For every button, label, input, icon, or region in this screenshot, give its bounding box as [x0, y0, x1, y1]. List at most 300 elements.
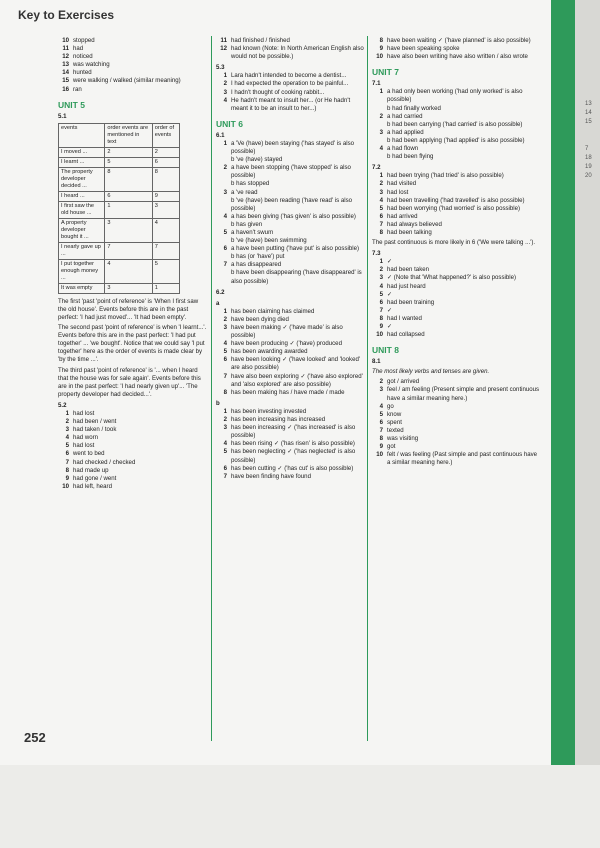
list-item: [216, 97, 366, 113]
item-number: 8: [223, 388, 227, 396]
list-item: [58, 37, 208, 45]
list-item: [216, 189, 366, 197]
item-number: 6: [223, 464, 227, 472]
list-item: [216, 89, 366, 97]
item-number: 6: [223, 245, 227, 253]
list-item: [58, 450, 208, 458]
item-number: 7: [379, 220, 383, 228]
bottom-margin: [0, 765, 600, 848]
item-number: 9: [379, 45, 383, 53]
item-text: have also been writing have also written / also wrote: [387, 53, 528, 61]
item-number: 2: [223, 416, 227, 424]
margin-number: 13: [585, 101, 592, 107]
item-text: had lost: [387, 188, 409, 196]
item-number: 8: [379, 37, 383, 44]
explanation-paragraph: The first 'past 'point of reference' is 'When I first saw the old house'. Events before this are in the past perfect: 'I had just moved'... 'It had been empty'.: [58, 297, 199, 321]
green-margin-bar: [551, 0, 575, 765]
list-item: [372, 323, 542, 331]
list-item: [216, 197, 366, 213]
item-number: 4: [223, 340, 227, 348]
item-text: had just heard: [387, 282, 426, 290]
item-text: b had finally worked: [387, 104, 441, 112]
col2-list-5-3: [216, 72, 366, 112]
list-item: [216, 72, 366, 80]
item-text: had been travelling ('had travelled' is also possible): [387, 196, 525, 204]
item-number: 9: [379, 323, 383, 330]
list-item: [372, 299, 542, 307]
item-number: 4: [379, 402, 383, 410]
item-number: 4: [223, 96, 227, 104]
item-number: 3: [223, 88, 227, 96]
item-text: stopped: [73, 37, 95, 44]
item-number: [216, 197, 231, 213]
item-text: has been claiming has claimed: [231, 307, 315, 315]
page-number: 252: [24, 730, 46, 745]
item-number: 7: [223, 472, 227, 480]
list-item: [216, 37, 366, 45]
list-item: [372, 427, 542, 435]
item-number: 6: [223, 356, 227, 364]
col3-list-7-1: [372, 88, 542, 161]
item-text: had known (Note: In North American English also would not be possible.): [231, 45, 364, 61]
col2-list-6-1: [216, 140, 366, 286]
margin-number: [585, 127, 592, 136]
item-number: 2: [223, 80, 227, 88]
item-text: had always believed: [387, 220, 442, 228]
item-text: have been dying died: [231, 315, 289, 323]
list-item: [58, 442, 208, 450]
item-text: had visited: [387, 180, 417, 188]
item-text: had been taken: [387, 266, 430, 274]
item-text: b has given: [231, 220, 263, 228]
item-text: a had flown: [387, 145, 419, 153]
unit-8-heading: UNIT 8: [372, 345, 399, 356]
list-item: [58, 69, 208, 77]
list-item: [372, 331, 542, 339]
item-text: a have been putting ('have put' is also possible): [231, 245, 360, 253]
item-text: had worn: [73, 434, 99, 442]
table-cell: 1: [152, 283, 179, 293]
note-8-1: The most likely verbs and tenses are given.: [372, 368, 490, 376]
list-item: [216, 473, 366, 481]
table-row: [59, 259, 180, 283]
table-header-cell: events: [59, 123, 105, 147]
item-number: [372, 153, 387, 161]
table-cell: 2: [152, 147, 179, 157]
item-text: b 've (have) stayed: [231, 156, 283, 164]
item-text: a has been giving ('has given' is also possible): [231, 212, 356, 220]
item-text: has been investing invested: [231, 407, 307, 415]
list-item: [372, 411, 542, 419]
list-item: [216, 408, 366, 416]
item-text: has been awarding awarded: [231, 348, 308, 356]
table-cell: 8: [105, 167, 152, 191]
item-number: 5: [65, 442, 69, 450]
item-text: had gone / went: [73, 474, 117, 482]
item-number: 7: [223, 261, 227, 269]
list-item: [372, 145, 542, 153]
list-item: [372, 121, 542, 129]
item-text: ran: [73, 85, 82, 93]
item-text: a haven't swum: [231, 228, 274, 236]
margin-number: 7: [585, 146, 589, 152]
list-item: [58, 475, 208, 483]
list-item: [372, 45, 542, 53]
item-text: know: [387, 410, 402, 418]
item-number: [372, 105, 387, 113]
list-item: [216, 45, 366, 61]
table-header-cell: order of events: [152, 123, 179, 147]
item-number: 3: [379, 274, 383, 282]
item-number: 10: [376, 331, 383, 339]
item-number: 1: [65, 409, 69, 417]
item-number: 2: [379, 378, 383, 386]
list-item: [372, 386, 542, 402]
col1-top-list: [58, 37, 208, 94]
item-text: was watching: [73, 61, 110, 69]
table-cell: 8: [152, 167, 179, 191]
item-number: 5: [379, 410, 383, 418]
list-item: [372, 88, 542, 104]
table-cell: 5: [152, 259, 179, 283]
list-item: [58, 459, 208, 467]
item-text: have been producing ✓ ('have) produced: [231, 340, 342, 348]
item-text: b 've (have) been reading ('have read' is also possible): [231, 196, 353, 212]
col3-list-7-3: [372, 258, 542, 339]
item-number: 5: [379, 204, 383, 212]
list-item: [372, 221, 542, 229]
item-text: a had only been working ('had only worked' is also possible): [387, 88, 523, 104]
item-number: 1: [379, 172, 383, 180]
table-cell: I put together enough money ...: [59, 259, 105, 283]
item-number: 3: [379, 386, 383, 394]
item-text: has been rising ✓ ('has risen' is also possible): [231, 440, 355, 448]
table-row: [59, 201, 180, 218]
list-item: [58, 53, 208, 61]
item-text: b 've (have) been swimming: [231, 237, 307, 245]
list-item: [216, 253, 366, 261]
item-number: 4: [379, 282, 383, 290]
item-number: 2: [379, 112, 383, 120]
unit-6-heading: UNIT 6: [216, 118, 243, 129]
list-item: [58, 61, 208, 69]
table-cell: 3: [105, 218, 152, 242]
item-number: 2: [379, 180, 383, 188]
item-number: 7: [65, 458, 69, 466]
col2-list-6-2b: [216, 408, 366, 481]
item-text: Lara hadn't intended to become a dentist...: [231, 72, 347, 80]
item-number: 8: [379, 435, 383, 443]
page-header: Key to Exercises: [18, 8, 115, 22]
section-5-1: 5.1: [58, 112, 67, 120]
item-number: 3: [379, 188, 383, 196]
list-item: [372, 419, 542, 427]
item-number: 5: [379, 290, 383, 298]
item-text: go: [387, 402, 394, 410]
events-table: [58, 123, 180, 294]
item-number: 4: [223, 212, 227, 220]
item-text: b has stopped: [231, 180, 270, 188]
margin-number: 15: [585, 119, 592, 125]
item-text: had been worrying ('had worried' is also possible): [387, 204, 521, 212]
list-item: [372, 113, 542, 121]
list-item: [216, 308, 366, 316]
section-5-2: 5.2: [58, 401, 67, 409]
list-item: [372, 180, 542, 188]
table-cell: I first saw the old house ...: [59, 201, 105, 218]
list-item: [58, 434, 208, 442]
item-number: 5: [223, 448, 227, 456]
item-number: 12: [220, 45, 227, 53]
item-text: a 'Ve (have) been staying ('has stayed' is also possible): [231, 139, 355, 156]
item-number: 9: [65, 474, 69, 482]
table-header-row: [59, 123, 180, 147]
table-cell: The property developer decided ...: [59, 167, 105, 191]
column-divider-2: [367, 36, 368, 741]
section-6-2: 6.2: [216, 288, 225, 296]
item-text: have been speaking spoke: [387, 45, 460, 53]
item-number: [216, 269, 231, 285]
item-text: noticed: [73, 53, 93, 61]
item-text: felt / was feeling (Past simple and past continuous have a similar meaning here.): [387, 451, 538, 467]
table-cell: 3: [105, 283, 152, 293]
list-item: [372, 258, 542, 266]
list-item: [372, 283, 542, 291]
item-text: b had been flying: [387, 153, 434, 161]
list-item: [372, 266, 542, 274]
item-number: 8: [379, 314, 383, 322]
table-row: [59, 191, 180, 201]
item-text: texted: [387, 426, 404, 434]
item-text: had arrived: [387, 212, 418, 220]
col2-top-list: [216, 37, 366, 61]
item-number: 2: [223, 164, 227, 172]
list-item: [58, 418, 208, 426]
item-text: has been making has / have made / made: [231, 388, 345, 396]
item-number: 6: [65, 450, 69, 458]
item-number: 6: [379, 418, 383, 426]
list-item: [58, 426, 208, 434]
item-number: 3: [65, 426, 69, 434]
list-item: [216, 156, 366, 164]
item-text: has been increasing has increased: [231, 416, 326, 424]
item-number: 6: [379, 212, 383, 220]
item-number: [372, 137, 387, 145]
list-item: [372, 153, 542, 161]
item-text: b had been carrying ('had carried' is also possible): [387, 120, 523, 128]
item-text: hunted: [73, 69, 92, 77]
item-text: a had applied: [387, 128, 424, 136]
item-text: had: [73, 45, 84, 53]
item-text: got: [387, 443, 396, 451]
list-item: [372, 229, 542, 237]
item-number: 12: [62, 53, 69, 61]
item-text: had made up: [73, 466, 109, 474]
item-text: have been looking ✓ ('have looked' and 'looked' are also possible): [231, 356, 361, 372]
item-number: 7: [223, 372, 227, 380]
item-number: 4: [379, 196, 383, 204]
item-text: have also been exploring ✓ ('have also explored' and 'also explored' are also possible): [231, 372, 363, 388]
list-item: [372, 435, 542, 443]
item-number: 9: [379, 443, 383, 451]
item-text: ✓ (Note that 'What happened?' is also possible): [387, 274, 517, 282]
item-text: had been / went: [73, 418, 117, 426]
item-text: feel / am feeling (Present simple and present continuous have a similar meaning here.): [387, 386, 540, 402]
list-item: [216, 389, 366, 397]
table-row: [59, 167, 180, 191]
table-row: [59, 242, 180, 259]
list-item: [216, 140, 366, 156]
list-item: [216, 221, 366, 229]
item-text: have been finding have found: [231, 472, 311, 480]
table-cell: 9: [152, 191, 179, 201]
list-item: [372, 129, 542, 137]
table-cell: 3: [152, 201, 179, 218]
list-item: [216, 245, 366, 253]
item-number: 1: [379, 88, 383, 96]
item-number: 3: [223, 324, 227, 331]
table-row: [59, 283, 180, 293]
list-item: [372, 443, 542, 451]
section-8-1: 8.1: [372, 358, 381, 366]
list-item: [372, 189, 542, 197]
item-number: 3: [379, 128, 383, 136]
section-7-2: 7.2: [372, 164, 381, 172]
list-item: [216, 440, 366, 448]
list-item: [372, 291, 542, 299]
item-number: 15: [62, 77, 69, 85]
item-number: 1: [379, 258, 383, 266]
item-text: had finished / finished: [231, 37, 290, 44]
item-text: has been neglecting ✓ ('has neglected' is also possible): [231, 448, 356, 464]
list-item: [216, 348, 366, 356]
item-number: 1: [223, 72, 227, 80]
item-number: 2: [379, 266, 383, 274]
item-text: ✓: [387, 290, 393, 298]
list-item: [372, 213, 542, 221]
table-cell: 4: [152, 218, 179, 242]
table-cell: I nearly gave up ...: [59, 242, 105, 259]
item-number: 13: [62, 61, 69, 69]
item-number: 5: [223, 348, 227, 356]
list-item: [372, 37, 542, 45]
col3-list-7-2: [372, 172, 542, 237]
list-item: [58, 467, 208, 475]
part-b-label: b: [216, 399, 220, 407]
item-text: got / arrived: [387, 378, 420, 386]
item-text: had been talking: [387, 228, 432, 236]
table-cell: 7: [152, 242, 179, 259]
section-5-3: 5.3: [216, 64, 225, 72]
item-text: went to bed: [73, 450, 105, 458]
margin-number: 14: [585, 110, 592, 116]
table-cell: 6: [105, 191, 152, 201]
item-text: were walking / walked (similar meaning): [73, 77, 181, 85]
part-a-label: a: [216, 299, 220, 307]
item-number: 4: [65, 434, 69, 442]
item-text: have been waiting ✓ ('have planned' is also possible): [387, 37, 531, 44]
list-item: [216, 465, 366, 473]
list-item: [216, 269, 366, 285]
right-margin-numbers: [585, 100, 592, 181]
item-number: 10: [62, 37, 69, 44]
unit-5-heading: UNIT 5: [58, 99, 85, 110]
list-item: [372, 274, 542, 282]
item-number: 16: [62, 85, 69, 93]
margin-number: 19: [585, 164, 592, 170]
list-item: [216, 448, 366, 464]
table-cell: I heard ...: [59, 191, 105, 201]
item-number: 3: [223, 424, 227, 432]
list-item: [216, 80, 366, 88]
item-number: 1: [223, 139, 227, 147]
item-number: [216, 156, 231, 164]
item-number: 11: [220, 37, 227, 44]
section-7-3: 7.3: [372, 250, 381, 258]
item-number: 14: [62, 69, 69, 77]
list-item: [216, 316, 366, 324]
explanation-paragraph: The third past 'point of reference' is '... when I heard that the house was for sale again'. Events before this are in the past perfect: 'I had nearly given up'... 'The property developer had decided...'.: [58, 366, 201, 398]
explanation-paragraph: The second past 'point of reference' is when 'I learnt...'. Events before this are in the past perfect: 'I had put together' ... 'we bought'. Notice that we could say 'I put together' here as the order of events is made clear by 'by the time ...'.: [58, 324, 207, 364]
item-number: 3: [223, 188, 227, 196]
item-text: was visiting: [387, 435, 419, 443]
table-row: [59, 147, 180, 157]
section-7-1: 7.1: [372, 80, 381, 88]
item-text: has been increasing ✓ ('has increased' is also possible): [231, 424, 356, 440]
item-text: had I wanted: [387, 314, 422, 322]
item-number: [372, 121, 387, 129]
item-text: a had carried: [387, 112, 423, 120]
item-text: b has (or 'have') put: [231, 253, 285, 261]
item-number: 8: [379, 228, 383, 236]
list-item: [372, 53, 542, 61]
column-2: [216, 37, 366, 481]
item-text: had taken / took: [73, 426, 117, 434]
list-item: [372, 403, 542, 411]
item-text: have been making ✓ ('have made' is also possible): [231, 324, 343, 340]
list-item: [216, 324, 366, 340]
item-number: [216, 237, 231, 245]
list-item: [372, 451, 542, 467]
list-item: [58, 86, 208, 94]
item-text: had been trying ('had tried' is also possible): [387, 172, 504, 180]
item-number: 8: [65, 466, 69, 474]
list-item: [372, 378, 542, 386]
column-3: [372, 37, 542, 467]
list-item: [216, 180, 366, 188]
item-text: He hadn't meant to insult her... (or He hadn't meant it to be an insult to her...): [231, 96, 351, 112]
list-item: [372, 205, 542, 213]
margin-number: 20: [585, 173, 592, 179]
list-item: [372, 172, 542, 180]
item-text: b had been applying ('had applied' is also possible): [387, 136, 525, 144]
item-text: a has disappeared: [231, 261, 282, 269]
list-item: [372, 315, 542, 323]
column-1: [58, 37, 208, 491]
item-text: b have been disappearing ('have disappeared' is also possible): [231, 269, 362, 285]
item-number: 4: [223, 440, 227, 448]
col2-list-6-2a: [216, 308, 366, 397]
item-text: I hadn't thought of cooking rabbit...: [231, 88, 325, 96]
list-item: [216, 164, 366, 180]
item-number: [216, 253, 231, 261]
list-item: [58, 77, 208, 85]
table-body: [59, 147, 180, 293]
item-number: 4: [379, 145, 383, 153]
table-cell: 5: [105, 157, 152, 167]
col3-top-list: [372, 37, 542, 61]
item-text: had lost: [73, 409, 95, 417]
